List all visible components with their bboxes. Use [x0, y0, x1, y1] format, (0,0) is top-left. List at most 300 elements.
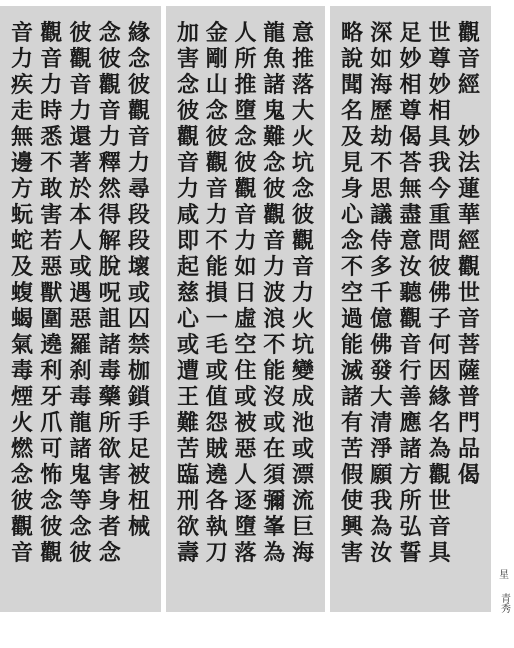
glyph: 毒 [98, 358, 121, 384]
glyph: 偈 [399, 124, 422, 150]
glyph: 或 [263, 410, 286, 436]
glyph: 音 [457, 306, 480, 332]
glyph: 人 [69, 228, 92, 254]
glyph: 緣 [428, 384, 451, 410]
glyph: 火 [291, 306, 314, 332]
glyph: 經 [457, 228, 480, 254]
glyph: 彼 [127, 72, 150, 98]
glyph: 還 [69, 124, 92, 150]
glyph: 能 [340, 332, 363, 358]
glyph: 遶 [205, 462, 228, 488]
glyph: 壽 [176, 540, 199, 566]
glyph: 藥 [98, 384, 121, 410]
glyph: 力 [69, 98, 92, 124]
glyph: 發 [370, 358, 393, 384]
glyph: 音 [10, 540, 33, 566]
glyph: 毛 [205, 332, 228, 358]
glyph: 見 [340, 150, 363, 176]
glyph: 妙 [457, 124, 480, 150]
glyph: 誓 [399, 540, 422, 566]
glyph: 脫 [98, 254, 121, 280]
glyph: 世 [457, 280, 480, 306]
glyph: 惡 [234, 436, 257, 462]
glyph: 能 [263, 358, 286, 384]
glyph: 及 [340, 124, 363, 150]
glyph: 執 [205, 514, 228, 540]
calligraphy-panel-right [330, 6, 491, 612]
glyph: 鬼 [263, 98, 286, 124]
glyph: 彼 [40, 514, 63, 540]
glyph: 尋 [127, 176, 150, 202]
glyph: 坑 [291, 150, 314, 176]
glyph: 彼 [205, 124, 228, 150]
panel-columns [338, 20, 483, 598]
glyph: 等 [69, 488, 92, 514]
glyph: 或 [291, 436, 314, 462]
glyph: 假 [340, 462, 363, 488]
glyph: 重 [428, 202, 451, 228]
glyph: 佛 [370, 332, 393, 358]
glyph: 觀 [98, 72, 121, 98]
glyph: 心 [340, 202, 363, 228]
glyph: 刀 [205, 540, 228, 566]
glyph: 音 [40, 46, 63, 72]
glyph: 意 [291, 20, 314, 46]
glyph: 念 [69, 514, 92, 540]
glyph: 蚖 [10, 202, 33, 228]
glyph: 今 [428, 176, 451, 202]
glyph: 彼 [263, 176, 286, 202]
glyph: 尊 [428, 46, 451, 72]
glyph: 千 [370, 280, 393, 306]
glyph: 所 [98, 410, 121, 436]
glyph: 羅 [69, 332, 92, 358]
glyph: 彼 [428, 254, 451, 280]
glyph: 怖 [40, 462, 63, 488]
glyph: 蝎 [10, 306, 33, 332]
glyph: 不 [263, 332, 286, 358]
glyph: 行 [399, 358, 422, 384]
glyph: 釋 [98, 150, 121, 176]
glyph: 臨 [176, 462, 199, 488]
glyph: 各 [205, 488, 228, 514]
glyph: 億 [370, 306, 393, 332]
glyph: 墮 [234, 514, 257, 540]
glyph: 悉 [40, 124, 63, 150]
glyph: 咸 [176, 202, 199, 228]
glyph: 念 [340, 228, 363, 254]
glyph: 於 [69, 176, 92, 202]
glyph: 慈 [176, 280, 199, 306]
glyph: 音 [127, 124, 150, 150]
glyph: 弘 [399, 514, 422, 540]
glyph: 欲 [176, 514, 199, 540]
glyph: 說 [340, 46, 363, 72]
glyph: 成 [291, 384, 314, 410]
glyph: 觀 [457, 254, 480, 280]
glyph: 彼 [176, 98, 199, 124]
glyph: 力 [291, 280, 314, 306]
text-column [397, 20, 425, 598]
glyph: 變 [291, 358, 314, 384]
text-column [232, 20, 260, 598]
glyph: 華 [457, 202, 480, 228]
glyph: 空 [234, 332, 257, 358]
glyph: 力 [176, 176, 199, 202]
glyph: 有 [340, 410, 363, 436]
glyph: 或 [176, 332, 199, 358]
glyph: 力 [263, 254, 286, 280]
glyph: 音 [10, 20, 33, 46]
glyph: 禁 [127, 332, 150, 358]
glyph: 諸 [340, 384, 363, 410]
glyph: 一 [205, 306, 228, 332]
artist-signature [497, 570, 511, 613]
glyph: 菩 [457, 332, 480, 358]
text-column [174, 20, 202, 598]
glyph: 人 [234, 20, 257, 46]
glyph: 觀 [69, 46, 92, 72]
glyph: 薩 [457, 358, 480, 384]
glyph: 怨 [205, 410, 228, 436]
glyph: 火 [10, 410, 33, 436]
glyph: 墮 [234, 98, 257, 124]
glyph: 力 [10, 46, 33, 72]
text-column [8, 20, 36, 598]
glyph: 海 [370, 72, 393, 98]
glyph: 大 [370, 384, 393, 410]
glyph: 汝 [399, 254, 422, 280]
glyph: 多 [370, 254, 393, 280]
glyph: 龍 [69, 410, 92, 436]
glyph: 逐 [234, 488, 257, 514]
glyph: 音 [69, 72, 92, 98]
glyph: 被 [127, 462, 150, 488]
glyph: 觀 [263, 202, 286, 228]
glyph: 龍 [263, 20, 286, 46]
glyph: 彼 [69, 540, 92, 566]
glyph: 剛 [205, 46, 228, 72]
glyph: 漂 [291, 462, 314, 488]
glyph: 刑 [176, 488, 199, 514]
glyph: 煙 [10, 384, 33, 410]
glyph: 使 [340, 488, 363, 514]
glyph: 我 [370, 488, 393, 514]
text-column [426, 20, 454, 598]
glyph: 諸 [69, 436, 92, 462]
glyph: 音 [291, 254, 314, 280]
glyph: 方 [399, 462, 422, 488]
glyph: 偈 [457, 462, 480, 488]
glyph: 念 [98, 20, 121, 46]
text-column [260, 20, 288, 598]
glyph: 爪 [40, 410, 63, 436]
glyph: 法 [457, 150, 480, 176]
glyph: 為 [263, 540, 286, 566]
glyph: 能 [205, 254, 228, 280]
glyph: 坑 [291, 332, 314, 358]
glyph: 苦 [176, 436, 199, 462]
glyph: 念 [40, 488, 63, 514]
glyph: 妙 [428, 72, 451, 98]
glyph: 諸 [399, 436, 422, 462]
glyph: 世 [428, 20, 451, 46]
glyph: 人 [234, 462, 257, 488]
glyph: 音 [457, 46, 480, 72]
glyph: 音 [234, 202, 257, 228]
glyph: 或 [127, 280, 150, 306]
glyph: 世 [428, 488, 451, 514]
glyph: 善 [399, 384, 422, 410]
glyph: 念 [176, 72, 199, 98]
glyph: 沒 [263, 384, 286, 410]
glyph: 被 [234, 410, 257, 436]
glyph: 海 [291, 540, 314, 566]
glyph: 波 [263, 280, 286, 306]
glyph: 在 [263, 436, 286, 462]
glyph: 蓮 [457, 176, 480, 202]
text-column [455, 20, 483, 598]
glyph: 音 [205, 176, 228, 202]
glyph: 然 [98, 176, 121, 202]
glyph: 池 [291, 410, 314, 436]
glyph: 為 [428, 436, 451, 462]
glyph: 門 [457, 410, 480, 436]
glyph: 為 [370, 514, 393, 540]
glyph: 械 [127, 514, 150, 540]
glyph: 毒 [69, 384, 92, 410]
glyph: 鎖 [127, 384, 150, 410]
glyph: 念 [10, 462, 33, 488]
text-column [67, 20, 95, 598]
glyph: 願 [370, 462, 393, 488]
glyph: 著 [69, 150, 92, 176]
glyph: 心 [176, 306, 199, 332]
glyph: 巨 [291, 514, 314, 540]
glyph: 彼 [69, 20, 92, 46]
glyph: 身 [98, 488, 121, 514]
glyph: 音 [428, 514, 451, 540]
glyph: 劫 [370, 124, 393, 150]
text-column [367, 20, 395, 598]
glyph: 荅 [399, 150, 422, 176]
glyph: 起 [176, 254, 199, 280]
signature-line-2: 青秀 [498, 593, 510, 613]
glyph: 過 [340, 306, 363, 332]
glyph: 觀 [234, 176, 257, 202]
glyph: 火 [291, 124, 314, 150]
glyph: 議 [370, 202, 393, 228]
glyph: 圍 [40, 306, 63, 332]
glyph: 無 [399, 176, 422, 202]
glyph: 力 [205, 202, 228, 228]
calligraphy-panel-middle [166, 6, 325, 612]
glyph: 毒 [10, 358, 33, 384]
glyph: 若 [40, 228, 63, 254]
glyph: 空 [340, 280, 363, 306]
glyph: 大 [291, 98, 314, 124]
glyph: 諸 [263, 72, 286, 98]
text-column [37, 20, 65, 598]
glyph: 身 [340, 176, 363, 202]
glyph: 音 [98, 98, 121, 124]
text-column [338, 20, 366, 598]
glyph: 彼 [291, 202, 314, 228]
glyph: 浪 [263, 306, 286, 332]
glyph: 不 [205, 228, 228, 254]
glyph: 須 [263, 462, 286, 488]
glyph: 者 [98, 514, 121, 540]
glyph: 具 [428, 124, 451, 150]
glyph: 落 [291, 72, 314, 98]
glyph: 觀 [40, 20, 63, 46]
glyph: 苦 [340, 436, 363, 462]
glyph: 或 [205, 358, 228, 384]
glyph: 子 [428, 306, 451, 332]
glyph: 彼 [10, 488, 33, 514]
glyph: 何 [428, 332, 451, 358]
glyph: 遇 [69, 280, 92, 306]
glyph: 所 [234, 46, 257, 72]
glyph: 山 [205, 72, 228, 98]
glyph: 意 [399, 228, 422, 254]
glyph: 力 [127, 150, 150, 176]
glyph: 方 [10, 176, 33, 202]
glyph: 念 [291, 176, 314, 202]
text-column [289, 20, 317, 598]
glyph: 念 [263, 150, 286, 176]
glyph: 及 [10, 254, 33, 280]
glyph: 加 [176, 20, 199, 46]
glyph: 段 [127, 228, 150, 254]
glyph: 不 [370, 150, 393, 176]
glyph: 損 [205, 280, 228, 306]
glyph: 念 [234, 124, 257, 150]
glyph: 可 [40, 436, 63, 462]
glyph: 住 [234, 358, 257, 384]
glyph: 聽 [399, 280, 422, 306]
glyph: 蝮 [10, 280, 33, 306]
glyph: 或 [69, 254, 92, 280]
glyph: 彼 [234, 150, 257, 176]
glyph: 惡 [40, 254, 63, 280]
glyph: 難 [263, 124, 286, 150]
glyph: 侍 [370, 228, 393, 254]
glyph: 走 [10, 98, 33, 124]
glyph: 歷 [370, 98, 393, 124]
glyph: 手 [127, 410, 150, 436]
glyph: 囚 [127, 306, 150, 332]
glyph: 觀 [127, 98, 150, 124]
glyph: 應 [399, 410, 422, 436]
glyph: 滅 [340, 358, 363, 384]
glyph: 興 [340, 514, 363, 540]
glyph: 汝 [370, 540, 393, 566]
glyph: 害 [340, 540, 363, 566]
glyph: 金 [205, 20, 228, 46]
text-column [125, 20, 153, 598]
glyph: 淨 [370, 436, 393, 462]
glyph: 燃 [10, 436, 33, 462]
glyph: 疾 [10, 72, 33, 98]
glyph: 蛇 [10, 228, 33, 254]
glyph: 時 [40, 98, 63, 124]
glyph: 音 [399, 332, 422, 358]
glyph: 音 [176, 150, 199, 176]
glyph: 觀 [428, 462, 451, 488]
glyph: 妙 [399, 46, 422, 72]
glyph: 日 [234, 280, 257, 306]
glyph: 諸 [98, 332, 121, 358]
glyph: 因 [428, 358, 451, 384]
glyph: 力 [98, 124, 121, 150]
glyph: 虛 [234, 306, 257, 332]
glyph: 得 [98, 202, 121, 228]
glyph: 解 [98, 228, 121, 254]
glyph: 害 [176, 46, 199, 72]
glyph: 落 [234, 540, 257, 566]
glyph: 力 [234, 228, 257, 254]
glyph: 壞 [127, 254, 150, 280]
glyph: 我 [428, 150, 451, 176]
glyph: 觀 [40, 540, 63, 566]
glyph: 名 [428, 410, 451, 436]
panel-columns [174, 20, 317, 598]
glyph: 本 [69, 202, 92, 228]
glyph: 彼 [98, 46, 121, 72]
glyph: 觀 [291, 228, 314, 254]
glyph: 略 [340, 20, 363, 46]
glyph: 敢 [40, 176, 63, 202]
glyph: 推 [291, 46, 314, 72]
glyph: 緣 [127, 20, 150, 46]
glyph: 相 [399, 72, 422, 98]
glyph: 觀 [176, 124, 199, 150]
glyph: 無 [10, 124, 33, 150]
signature-line-1: 星 [499, 570, 509, 581]
glyph: 氣 [10, 332, 33, 358]
glyph: 詛 [98, 306, 121, 332]
glyph: 問 [428, 228, 451, 254]
glyph: 邊 [10, 150, 33, 176]
glyph: 如 [234, 254, 257, 280]
calligraphy-panel-left [0, 6, 161, 612]
glyph: 念 [205, 98, 228, 124]
glyph: 利 [40, 358, 63, 384]
glyph: 賊 [205, 436, 228, 462]
panel-columns [8, 20, 153, 598]
text-column [203, 20, 231, 598]
glyph: 欲 [98, 436, 121, 462]
glyph: 力 [40, 72, 63, 98]
glyph: 觀 [10, 514, 33, 540]
glyph: 觀 [205, 150, 228, 176]
glyph: 即 [176, 228, 199, 254]
glyph: 盡 [399, 202, 422, 228]
glyph: 遶 [40, 332, 63, 358]
glyph: 彌 [263, 488, 286, 514]
glyph: 王 [176, 384, 199, 410]
glyph: 念 [98, 540, 121, 566]
glyph: 足 [399, 20, 422, 46]
glyph: 獸 [40, 280, 63, 306]
glyph: 段 [127, 202, 150, 228]
glyph: 深 [370, 20, 393, 46]
glyph: 普 [457, 384, 480, 410]
glyph: 尊 [399, 98, 422, 124]
glyph: 相 [428, 98, 451, 124]
glyph: 杻 [127, 488, 150, 514]
